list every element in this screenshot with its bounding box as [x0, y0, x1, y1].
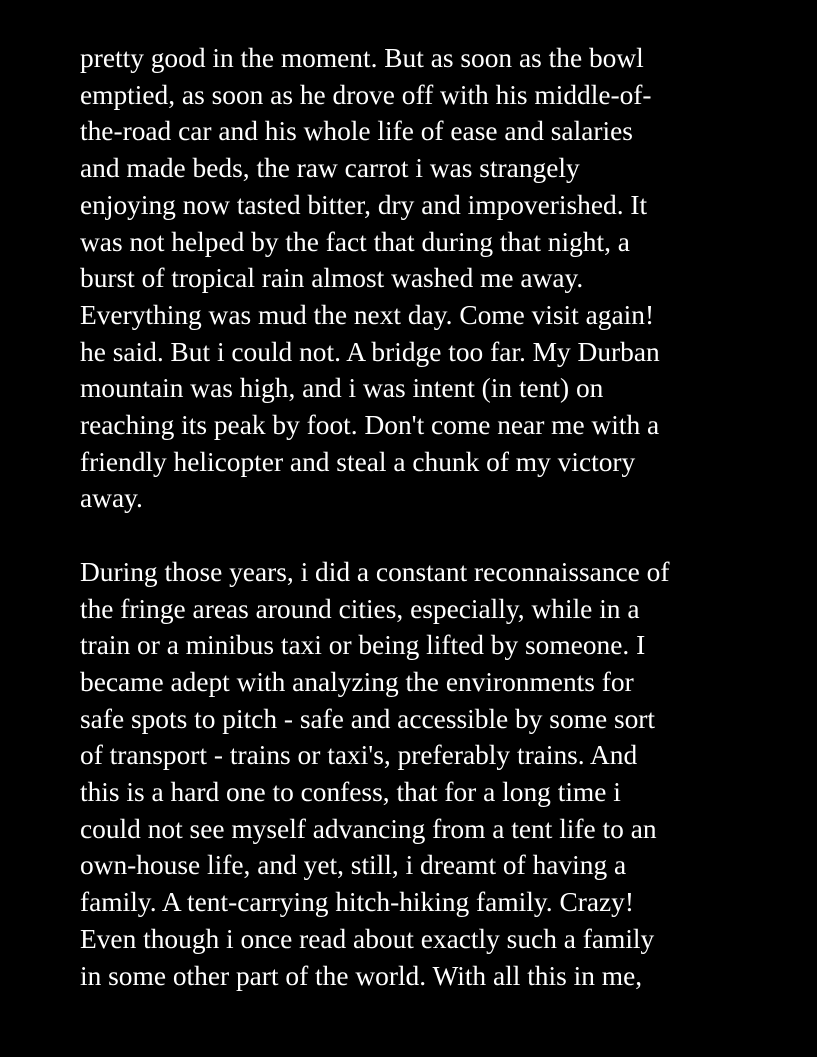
text-line: he said. But i could not. A bridge too far. My Durban	[80, 336, 660, 367]
text-line: became adept with analyzing the environments for	[80, 666, 634, 697]
text-line: own-house life, and yet, still, i dreamt of having a	[80, 850, 627, 881]
text-line: enjoying now tasted bitter, dry and impoverished. It	[80, 189, 648, 220]
document-page	[80, 40, 780, 994]
text-line: train or a minibus taxi or being lifted by someone. I	[80, 630, 646, 661]
paragraph-spacer	[80, 517, 780, 554]
text-line: this is a hard one to confess, that for a long time i	[80, 777, 621, 808]
text-line: burst of tropical rain almost washed me away.	[80, 263, 584, 294]
text-line: During those years, i did a constant reconnaissance of	[80, 556, 670, 587]
text-line: friendly helicopter and steal a chunk of my victory	[80, 446, 636, 477]
text-line: Even though i once read about exactly such a family	[80, 923, 655, 954]
text-line: emptied, as soon as he drove off with his middle-of-	[80, 79, 652, 110]
text-line: safe spots to pitch - safe and accessible by some sort	[80, 703, 656, 734]
text-line: was not helped by the fact that during that night, a	[80, 226, 630, 257]
text-line: family. A tent-carrying hitch-hiking family. Crazy!	[80, 887, 634, 918]
text-line: the fringe areas around cities, especially, while in a	[80, 593, 640, 624]
text-line: reaching its peak by foot. Don't come near me with a	[80, 410, 660, 441]
text-line: away.	[80, 483, 143, 514]
paragraph-2	[80, 554, 780, 994]
text-line: in some other part of the world. With all this in me,	[80, 960, 643, 991]
text-line: and made beds, the raw carrot i was strangely	[80, 153, 580, 184]
paragraph-1	[80, 40, 780, 517]
text-line: mountain was high, and i was intent (in tent) on	[80, 373, 604, 404]
text-line: of transport - trains or taxi's, preferably trains. And	[80, 740, 638, 771]
text-line: Everything was mud the next day. Come visit again!	[80, 299, 655, 330]
text-line: the-road car and his whole life of ease and salaries	[80, 116, 633, 147]
text-line: pretty good in the moment. But as soon as the bowl	[80, 43, 644, 73]
text-line: could not see myself advancing from a tent life to an	[80, 813, 657, 844]
